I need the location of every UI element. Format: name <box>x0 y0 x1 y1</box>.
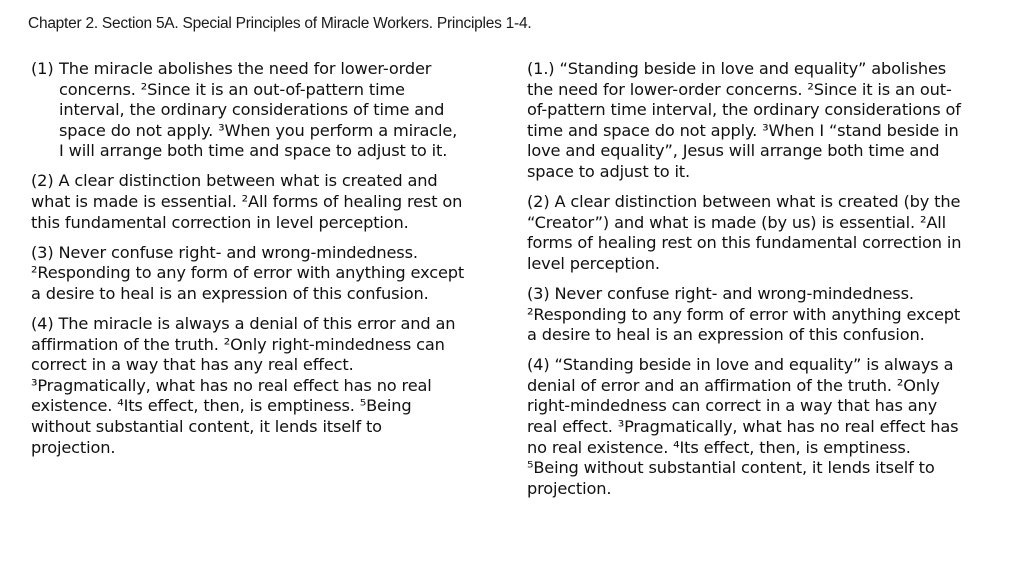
principle-3-paraphrase <box>527 284 1007 346</box>
principle-1-paraphrase <box>527 59 1007 183</box>
text-line: I will arrange both time and space to adjust to it. <box>59 141 448 161</box>
principle-1-original <box>31 59 506 162</box>
text-line: ⁵Being without substantial content, it lends itself to <box>527 458 935 478</box>
principle-4-paraphrase <box>527 355 1007 499</box>
principle-2-original <box>31 171 506 233</box>
text-line: (3) Never confuse right- and wrong-mindedness. <box>31 242 418 262</box>
text-line: concerns. ²Since it is an out-of-pattern time <box>59 79 405 99</box>
text-line: real effect. ³Pragmatically, what has no real effect has <box>527 417 959 436</box>
text-line: interval, the ordinary considerations of time and <box>59 100 445 120</box>
text-line: time and space do not apply. ³When I “stand beside in <box>527 120 959 140</box>
text-line: affirmation of the truth. ²Only right-mindedness can <box>31 334 445 354</box>
text-line: ³Pragmatically, what has no real effect has no real <box>31 375 432 395</box>
text-line: (3) Never confuse right- and wrong-mindedness. <box>527 283 914 303</box>
principle-2-paraphrase <box>527 192 1007 274</box>
principle-3-original <box>31 243 506 305</box>
text-line: forms of healing rest on this fundamental correction in <box>527 233 962 253</box>
text-line: (4) “Standing beside in love and equality” is always a <box>527 355 954 375</box>
text-line: ²Responding to any form of error with anything except <box>527 304 961 324</box>
text-line: “Creator”) and what is made (by us) is essential. ²All <box>527 212 946 232</box>
text-line: (2) A clear distinction between what is created (by the <box>527 192 961 212</box>
text-line: (4) The miracle is always a denial of this error and an <box>31 314 456 334</box>
text-line: (2) A clear distinction between what is created and <box>31 171 438 191</box>
text-line: ²Responding to any form of error with anything except <box>31 263 465 283</box>
text-line: (1.) “Standing beside in love and equality” abolishes <box>527 59 947 78</box>
text-line: correct in a way that has any real effect. <box>31 355 354 375</box>
text-line: love and equality”, Jesus will arrange both time and <box>527 141 940 161</box>
text-line: a desire to heal is an expression of this confusion. <box>31 283 429 303</box>
text-line: projection. <box>31 437 116 457</box>
left-column-original-text <box>31 59 506 468</box>
text-line: the need for lower-order concerns. ²Since it is an out- <box>527 79 952 99</box>
text-line: of-pattern time interval, the ordinary considerations of <box>527 100 961 120</box>
text-line: this fundamental correction in level perception. <box>31 212 409 232</box>
text-line: what is made is essential. ²All forms of healing rest on <box>31 192 463 212</box>
principle-body <box>59 59 506 162</box>
text-line: space do not apply. ³When you perform a miracle, <box>59 120 458 140</box>
text-line: no real existence. ⁴Its effect, then, is emptiness. <box>527 437 911 457</box>
text-line: projection. <box>527 478 612 498</box>
text-line: The miracle abolishes the need for lower-order <box>59 59 432 78</box>
text-line: existence. ⁴Its effect, then, is emptiness. ⁵Being <box>31 396 412 416</box>
text-line: a desire to heal is an expression of this confusion. <box>527 325 925 345</box>
page-title: Chapter 2. Section 5A. Special Principles of Miracle Workers. Principles 1-4. <box>28 15 532 32</box>
text-line: level perception. <box>527 253 660 273</box>
principle-4-original <box>31 314 506 458</box>
text-line: right-mindedness can correct in a way that has any <box>527 396 938 416</box>
principle-number: (1) <box>31 59 54 78</box>
text-line: without substantial content, it lends itself to <box>31 417 382 436</box>
right-column-paraphrased-text <box>527 59 1007 509</box>
text-line: space to adjust to it. <box>527 161 690 181</box>
text-line: denial of error and an affirmation of the truth. ²Only <box>527 375 940 395</box>
